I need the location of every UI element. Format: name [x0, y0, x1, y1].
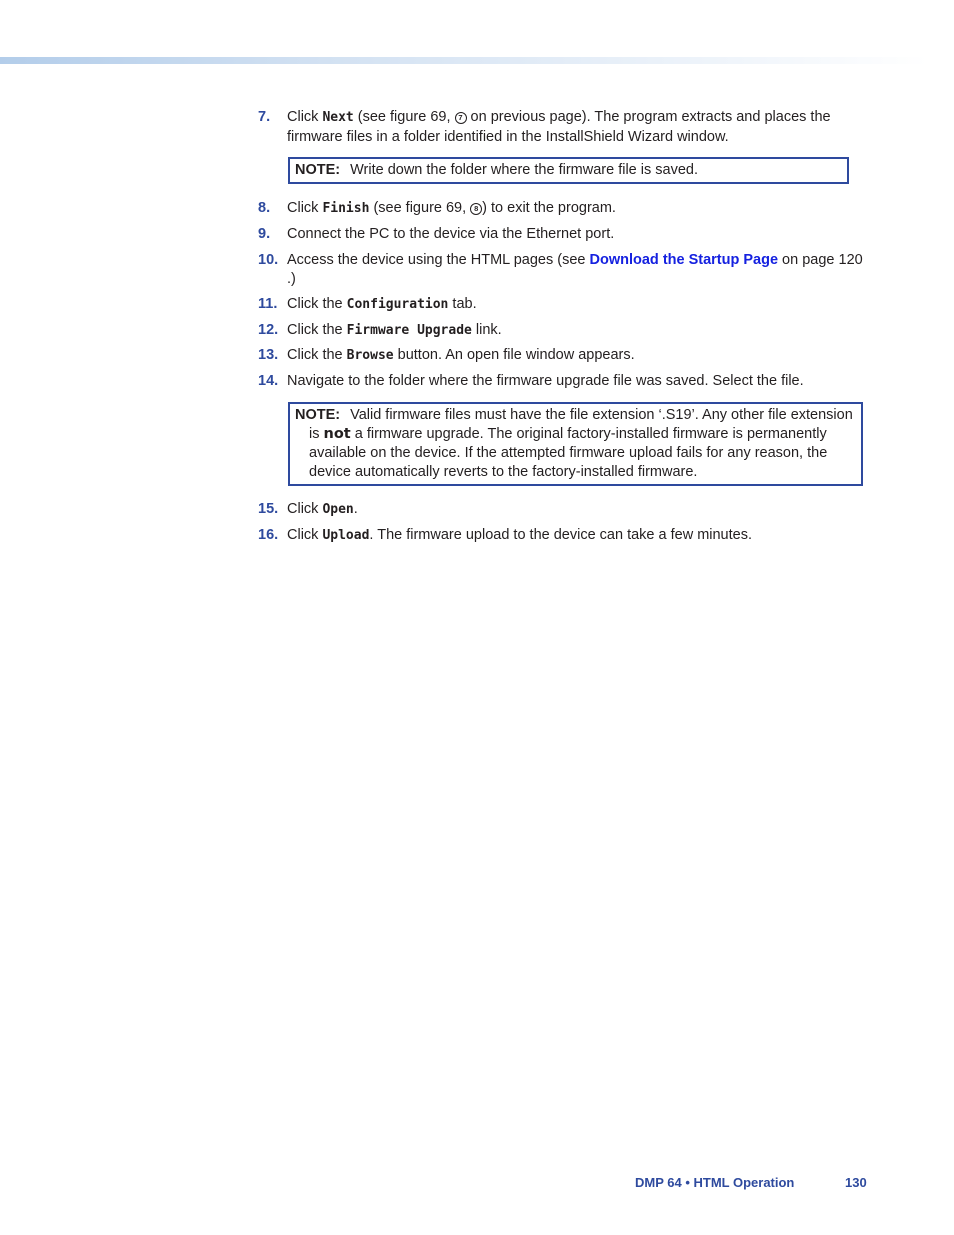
- code-next: Next: [322, 110, 354, 125]
- code-browse: Browse: [346, 348, 394, 363]
- code-finish: Finish: [322, 201, 370, 216]
- note-box-firmware-extension: NOTE: Valid firmware files must have the file extension ‘.S19’. Any other file extension is not a firmware upgrade. The original factory-installed firmware is permanently available on the device. If the attempted firmware upload fails for any reason, the device automatically reverts to the factory-installed firmware.: [288, 402, 863, 486]
- note-text: Write down the folder where the firmware file is saved.: [350, 162, 698, 178]
- step-text: Click Upload. The firmware upload to the device can take a few minutes.: [287, 527, 752, 543]
- step-number: 13.: [258, 347, 279, 363]
- callout-circle-icon: 7: [455, 112, 467, 124]
- step-text: Click Open.: [287, 501, 358, 517]
- code-configuration: Configuration: [346, 297, 449, 312]
- note-label: NOTE:: [295, 407, 341, 423]
- step-text: Click the Browse button. An open file window appears.: [287, 347, 635, 363]
- step-text: Connect the PC to the device via the Ethernet port.: [287, 226, 615, 242]
- page-number: 130: [845, 1175, 867, 1190]
- step-number: 10.: [258, 252, 279, 268]
- footer-title: DMP 64 • HTML Operation: [635, 1175, 795, 1190]
- step-number: 8.: [258, 200, 271, 216]
- note-label: NOTE:: [295, 162, 341, 178]
- step-text: Navigate to the folder where the firmware upgrade file was saved. Select the file.: [287, 373, 804, 389]
- step-number: 12.: [258, 322, 279, 338]
- step-number: 9.: [258, 226, 271, 242]
- step-text: Click the Firmware Upgrade link.: [287, 322, 502, 338]
- code-upload: Upload: [322, 528, 370, 543]
- code-firmware-upgrade: Firmware Upgrade: [346, 323, 472, 338]
- step-number: 7.: [258, 109, 271, 125]
- step-number: 14.: [258, 373, 279, 389]
- step-number: 11.: [258, 296, 278, 312]
- callout-circle-icon: 8: [470, 203, 482, 215]
- step-number: 16.: [258, 527, 279, 543]
- step-text: Click Next (see figure 69, 7 on previous page). The program extracts and places the firmware files in a folder identified in the InstallShield Wizard window.: [287, 109, 831, 145]
- code-open: Open: [322, 502, 354, 517]
- header-gradient-bar: [0, 57, 928, 64]
- step-text: Click Finish (see figure 69, 8 ) to exit the program.: [287, 200, 616, 216]
- step-number: 15.: [258, 501, 279, 517]
- step-text: Click the Configuration tab.: [287, 296, 477, 312]
- note-box-folder: [288, 157, 849, 184]
- step-text: Access the device using the HTML pages (see Download the Startup Page on page 120 .): [287, 252, 863, 287]
- download-startup-page-link[interactable]: Download the Startup Page: [589, 252, 779, 268]
- emphasis-not: not: [323, 426, 351, 442]
